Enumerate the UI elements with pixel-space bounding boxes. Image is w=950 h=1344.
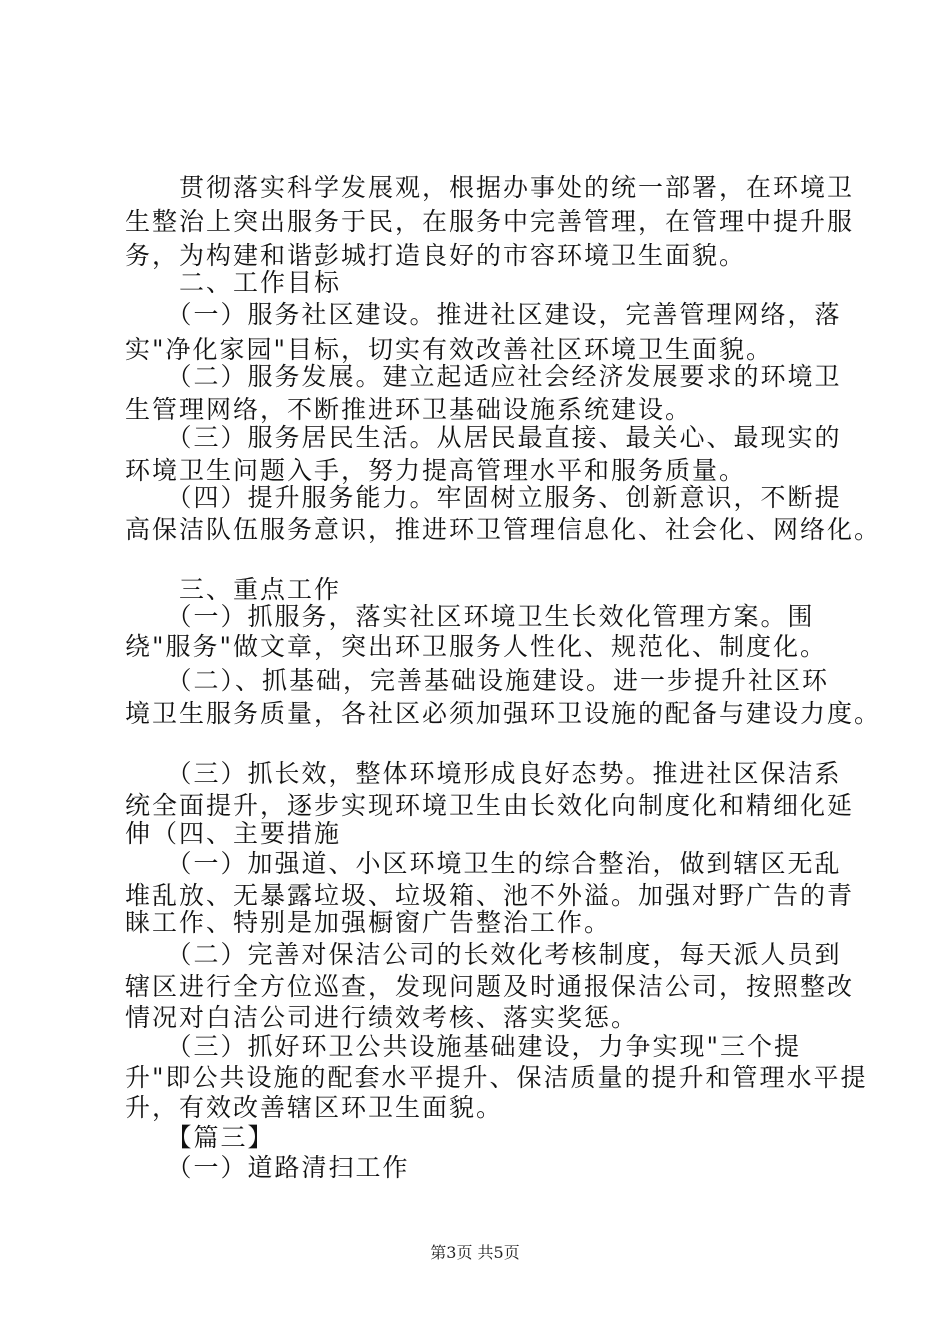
section-heading: 二、工作目标 [125,268,342,297]
page-number-footer: 第3页 共5页 [430,1243,520,1262]
paragraph-line: （三）抓好环卫公共设施基础建设，力争实现"三个提 [125,1032,802,1061]
section-heading: 【篇三】 [125,1123,275,1152]
paragraph-line: 境卫生服务质量，各社区必须加强环卫设施的配备与建设力度。 [125,699,882,728]
paragraph-line: （三）抓长效，整体环境形成良好态势。推进社区保洁系 [125,759,842,788]
paragraph-line: （一）抓服务，落实社区环境卫生长效化管理方案。围 [125,602,815,631]
paragraph-line: （二）、抓基础，完善基础设施建设。进一步提升社区环 [125,666,830,695]
paragraph-line: 实"净化家园"目标，切实有效改善社区环境卫生面貌。 [125,335,774,364]
paragraph-line: 贯彻落实科学发展观，根据办事处的统一部署，在环境卫 [125,173,855,202]
paragraph-line: 辖区进行全方位巡查，发现问题及时通报保洁公司，按照整改 [125,972,855,1001]
paragraph-line: （一）服务社区建设。推进社区建设，完善管理网络，落 [125,300,842,329]
paragraph-line: 环境卫生问题入手，努力提高管理水平和服务质量。 [125,456,747,485]
paragraph-line: 堆乱放、无暴露垃圾、垃圾箱、池不外溢。加强对野广告的青 [125,881,855,910]
paragraph-line: 情况对白洁公司进行绩效考核、落实奖惩。 [125,1003,639,1032]
section-heading: （一）道路清扫工作 [125,1153,410,1182]
paragraph-line: 睐工作、特别是加强橱窗广告整治工作。 [125,908,612,937]
paragraph-line: （三）服务居民生活。从居民最直接、最关心、最现实的 [125,423,842,452]
paragraph-line: 统全面提升，逐步实现环境卫生由长效化向制度化和精细化延 [125,791,855,820]
paragraph-line: 务，为构建和谐彭城打造良好的市容环境卫生面貌。 [125,241,747,270]
paragraph-line: 生管理网络，不断推进环卫基础设施系统建设。 [125,395,693,424]
paragraph-line: 高保洁队伍服务意识，推进环卫管理信息化、社会化、网络化。 [125,515,882,544]
section-heading: 三、重点工作 [125,575,342,604]
paragraph-line: （二）完善对保洁公司的长效化考核制度，每天派人员到 [125,940,842,969]
paragraph-line: （四）提升服务能力。牢固树立服务、创新意识，不断提 [125,483,842,512]
paragraph-line: 升，有效改善辖区环卫生面貌。 [125,1093,504,1122]
paragraph-line: 绕"服务"做文章，突出环卫服务人性化、规范化、制度化。 [125,632,828,661]
paragraph-line: （一）加强道、小区环境卫生的综合整治，做到辖区无乱 [125,849,842,878]
paragraph-line: 升"即公共设施的配套水平提升、保洁质量的提升和管理水平提 [125,1063,868,1092]
paragraph-line: （二）服务发展。建立起适应社会经济发展要求的环境卫 [125,362,842,391]
paragraph-line: 生整治上突出服务于民，在服务中完善管理，在管理中提升服 [125,207,855,236]
paragraph-line: 伸（四、主要措施 [125,819,342,848]
